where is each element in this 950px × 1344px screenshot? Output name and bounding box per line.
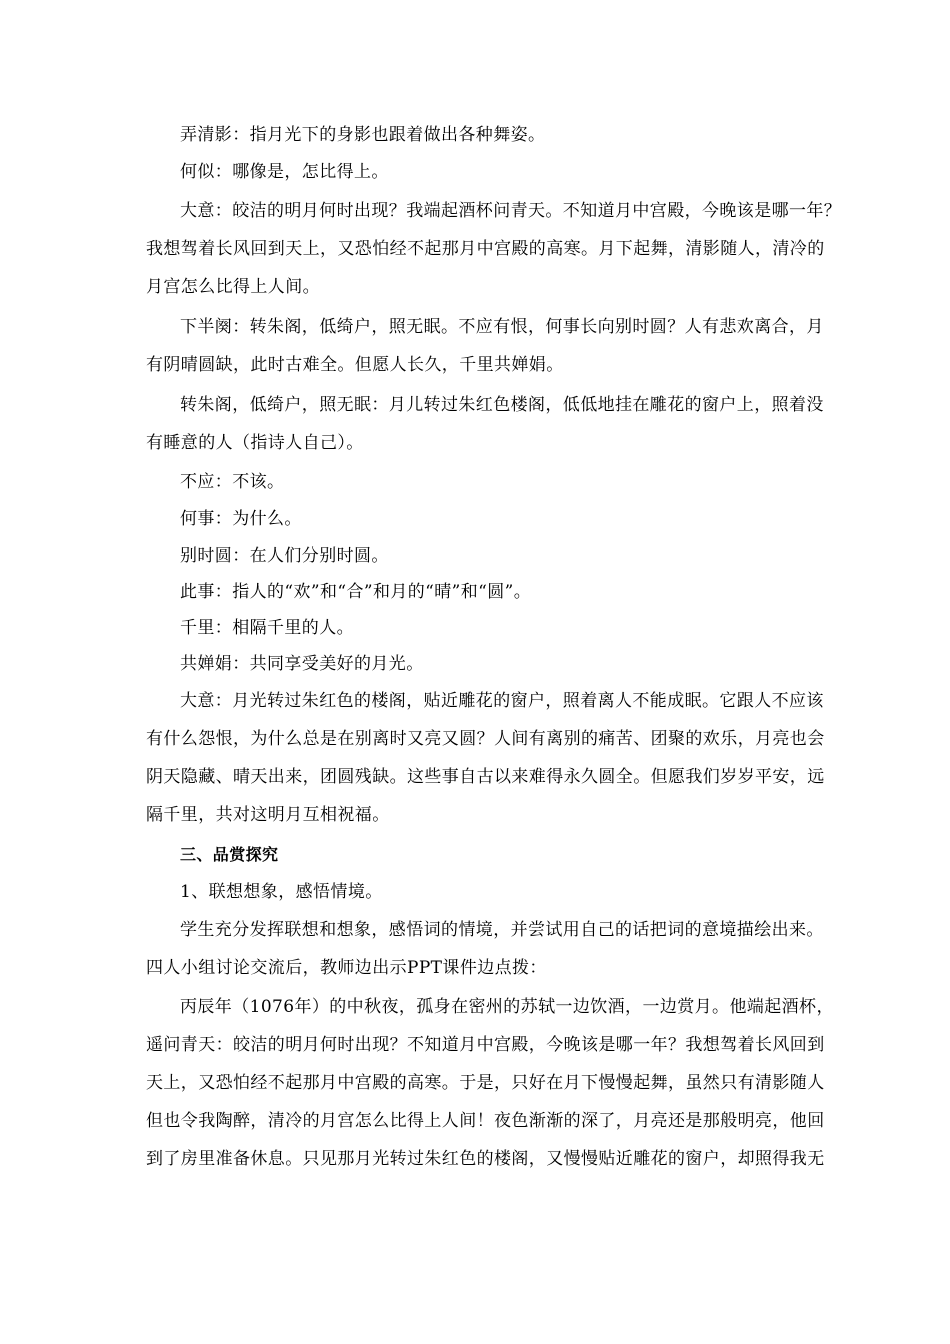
- paragraph-note-zhuange: [146, 386, 824, 462]
- text-line: 天上，又恐怕经不起那月中宫殿的高寒。于是，只好在月下慢慢起舞，虽然只有清影随人: [146, 1073, 825, 1093]
- text-line: 何事：为什么。: [180, 509, 302, 529]
- text-line: 共婵娟：共同享受美好的月光。: [180, 654, 424, 674]
- text-line: 别时圆：在人们分别时圆。: [180, 546, 389, 566]
- text-line: 有什么怨恨，为什么总是在别离时又亮又圆？人间有离别的痛苦、团聚的欢乐，月亮也会: [146, 729, 825, 749]
- text-line: 下半阕：转朱阁，低绮户，照无眠。不应有恨，何事长向别时圆？人有悲欢离合，月: [180, 317, 824, 337]
- text-line: 转朱阁，低绮户，照无眠：月儿转过朱红色楼阁，低低地挂在雕花的窗户上，照着没: [180, 395, 824, 415]
- heading-text: 三、品赏探究: [180, 845, 279, 864]
- text-line: 不应：不该。: [180, 472, 285, 492]
- subheading-imagination: [146, 873, 811, 911]
- paragraph-scene-description: [146, 988, 834, 1178]
- text-line: 大意：月光转过朱红色的楼阁，贴近雕花的窗户，照着离人不能成眠。它跟人不应该: [180, 691, 824, 711]
- text-line: 大意：皎洁的明月何时出现？我端起酒杯问青天。不知道月中宫殿，今晚该是哪一年？: [180, 201, 842, 221]
- text-line: 隔千里，共对这明月互相祝福。: [146, 805, 390, 825]
- text-line: 但也令我陶醉，清冷的月宫怎么比得上人间！夜色渐渐的深了，月亮还是那般明亮，他回: [146, 1111, 825, 1131]
- text-line: 学生充分发挥联想和想象，感悟词的情境，并尝试用自己的话把词的意境描绘出来。: [180, 920, 824, 940]
- text-line: 千里：相隔千里的人。: [180, 618, 354, 638]
- paragraph-note-bieshiyuan: [146, 537, 811, 575]
- section-heading-appreciation: [146, 836, 811, 874]
- paragraph-note-qianli: [146, 609, 811, 647]
- paragraph-note-qingying: [146, 116, 811, 154]
- text-line: 到了房里准备休息。只见那月光转过朱红色的楼阁，又慢慢贴近雕花的窗户，却照得我无: [146, 1149, 825, 1169]
- paragraph-lower-meaning: [146, 682, 825, 834]
- text-line: 有阴晴圆缺，此时古难全。但愿人长久，千里共婵娟。: [146, 355, 564, 375]
- text-line: 阴天隐藏、晴天出来，团圆残缺。这些事自古以来难得永久圆全。但愿我们岁岁平安，远: [146, 767, 825, 787]
- text-line: 弄清影：指月光下的身影也跟着做出各种舞姿。: [180, 125, 546, 145]
- text-line: 四人小组讨论交流后，教师边出示PPT课件边点拨：: [146, 958, 547, 978]
- paragraph-lower-stanza: [146, 308, 824, 384]
- paragraph-student-activity: [146, 911, 824, 987]
- paragraph-note-chanjuan: [146, 645, 811, 683]
- text-line: 此事：指人的“欢”和“合”和月的“晴”和“圆”。: [180, 582, 532, 602]
- paragraph-note-buying: [146, 463, 811, 501]
- text-line: 1、联想想象，感悟情境。: [180, 882, 383, 902]
- paragraph-upper-meaning: [146, 192, 842, 306]
- paragraph-note-hesi: [146, 153, 811, 191]
- paragraph-note-cishi: [146, 573, 811, 611]
- text-line: 我想驾着长风回到天上，又恐怕经不起那月中宫殿的高寒。月下起舞，清影随人，清冷的: [146, 239, 825, 259]
- text-line: 有睡意的人（指诗人自己）。: [146, 433, 364, 453]
- text-line: 丙辰年（1076年）的中秋夜，孤身在密州的苏轼一边饮酒，一边赏月。他端起酒杯，: [180, 997, 834, 1017]
- text-line: 遥问青天：皎洁的明月何时出现？不知道月中宫殿，今晚该是哪一年？我想驾着长风回到: [146, 1035, 825, 1055]
- text-line: 月宫怎么比得上人间。: [146, 277, 320, 297]
- paragraph-note-heshi: [146, 500, 811, 538]
- text-line: 何似：哪像是，怎比得上。: [180, 162, 389, 182]
